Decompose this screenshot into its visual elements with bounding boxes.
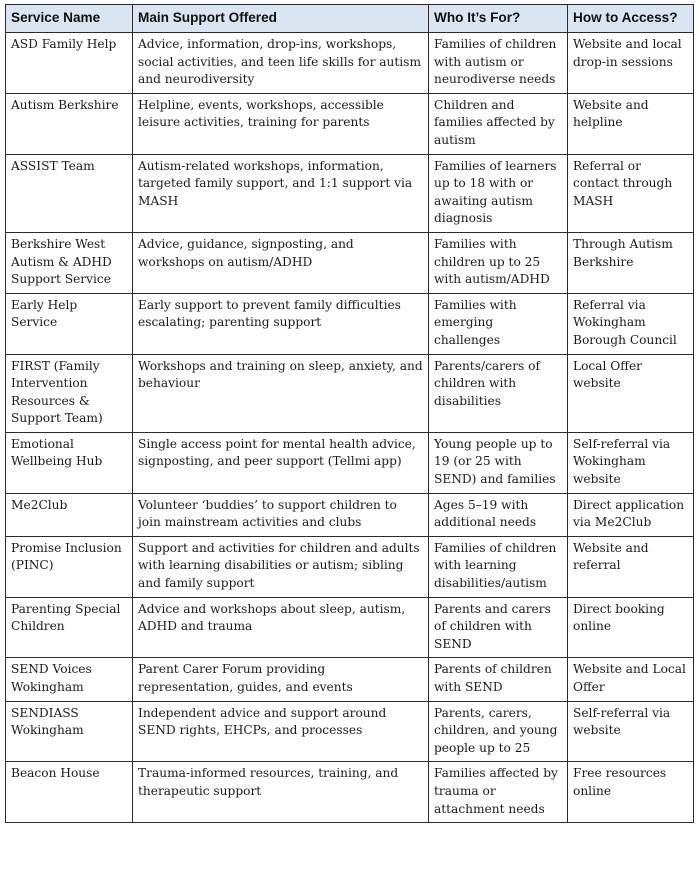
cell-main-support: Workshops and training on sleep, anxiety, and behaviour (133, 354, 429, 432)
cell-who-its-for: Families of children with learning disabilities/autism (429, 536, 568, 597)
cell-who-its-for: Young people up to 19 (or 25 with SEND) and families (429, 432, 568, 493)
cell-main-support: Early support to prevent family difficulties escalating; parenting support (133, 293, 429, 354)
cell-how-to-access: Direct application via Me2Club (568, 493, 694, 536)
table-row (6, 658, 694, 701)
table-row (6, 493, 694, 536)
cell-main-support: Helpline, events, workshops, accessible leisure activities, training for parents (133, 93, 429, 154)
cell-who-its-for: Ages 5–19 with additional needs (429, 493, 568, 536)
cell-who-its-for: Children and families affected by autism (429, 93, 568, 154)
cell-who-its-for: Families of children with autism or neurodiverse needs (429, 33, 568, 94)
cell-main-support: Independent advice and support around SEND rights, EHCPs, and processes (133, 701, 429, 762)
cell-main-support: Autism-related workshops, information, targeted family support, and 1:1 support via MASH (133, 154, 429, 232)
cell-how-to-access: Referral or contact through MASH (568, 154, 694, 232)
cell-how-to-access: Self-referral via website (568, 701, 694, 762)
cell-how-to-access: Referral via Wokingham Borough Council (568, 293, 694, 354)
cell-how-to-access: Website and helpline (568, 93, 694, 154)
cell-service-name: Beacon House (6, 762, 133, 823)
cell-service-name: ASSIST Team (6, 154, 133, 232)
cell-main-support: Advice and workshops about sleep, autism, ADHD and trauma (133, 597, 429, 658)
table-row (6, 701, 694, 762)
cell-how-to-access: Direct booking online (568, 597, 694, 658)
cell-how-to-access: Local Offer website (568, 354, 694, 432)
cell-who-its-for: Parents and carers of children with SEND (429, 597, 568, 658)
cell-service-name: Emotional Wellbeing Hub (6, 432, 133, 493)
cell-main-support: Support and activities for children and adults with learning disabilities or autism; sibling and family support (133, 536, 429, 597)
cell-main-support: Advice, guidance, signposting, and workshops on autism/ADHD (133, 232, 429, 293)
table-row (6, 93, 694, 154)
cell-main-support: Parent Carer Forum providing representation, guides, and events (133, 658, 429, 701)
cell-service-name: Promise Inclusion (PINC) (6, 536, 133, 597)
cell-service-name: SEND Voices Wokingham (6, 658, 133, 701)
cell-who-its-for: Parents, carers, children, and young people up to 25 (429, 701, 568, 762)
table-row (6, 354, 694, 432)
header-how-to-access: How to Access? (568, 5, 694, 33)
table-row (6, 33, 694, 94)
cell-who-its-for: Parents/carers of children with disabilities (429, 354, 568, 432)
cell-main-support: Trauma-informed resources, training, and therapeutic support (133, 762, 429, 823)
cell-service-name: Me2Club (6, 493, 133, 536)
cell-how-to-access: Through Autism Berkshire (568, 232, 694, 293)
cell-who-its-for: Families affected by trauma or attachment needs (429, 762, 568, 823)
cell-how-to-access: Website and Local Offer (568, 658, 694, 701)
cell-service-name: ASD Family Help (6, 33, 133, 94)
table-row (6, 432, 694, 493)
cell-main-support: Single access point for mental health advice, signposting, and peer support (Tellmi app) (133, 432, 429, 493)
cell-how-to-access: Self-referral via Wokingham website (568, 432, 694, 493)
table-row (6, 762, 694, 823)
cell-main-support: Volunteer ‘buddies’ to support children to join mainstream activities and clubs (133, 493, 429, 536)
table-row (6, 293, 694, 354)
cell-main-support: Advice, information, drop-ins, workshops, social activities, and teen life skills for autism and neurodiversity (133, 33, 429, 94)
cell-service-name: Early Help Service (6, 293, 133, 354)
cell-who-its-for: Parents of children with SEND (429, 658, 568, 701)
cell-how-to-access: Free resources online (568, 762, 694, 823)
cell-service-name: FIRST (Family Intervention Resources & Support Team) (6, 354, 133, 432)
services-table (5, 4, 694, 823)
cell-service-name: Berkshire West Autism & ADHD Support Service (6, 232, 133, 293)
cell-service-name: Parenting Special Children (6, 597, 133, 658)
cell-who-its-for: Families with children up to 25 with autism/ADHD (429, 232, 568, 293)
header-main-support: Main Support Offered (133, 5, 429, 33)
cell-who-its-for: Families of learners up to 18 with or awaiting autism diagnosis (429, 154, 568, 232)
table-row (6, 536, 694, 597)
table-row (6, 232, 694, 293)
cell-how-to-access: Website and local drop-in sessions (568, 33, 694, 94)
table-body (6, 33, 694, 823)
cell-service-name: SENDIASS Wokingham (6, 701, 133, 762)
header-service-name: Service Name (6, 5, 133, 33)
header-row (6, 5, 694, 33)
table-row (6, 597, 694, 658)
cell-who-its-for: Families with emerging challenges (429, 293, 568, 354)
header-who-its-for: Who It’s For? (429, 5, 568, 33)
cell-how-to-access: Website and referral (568, 536, 694, 597)
table-row (6, 154, 694, 232)
cell-service-name: Autism Berkshire (6, 93, 133, 154)
